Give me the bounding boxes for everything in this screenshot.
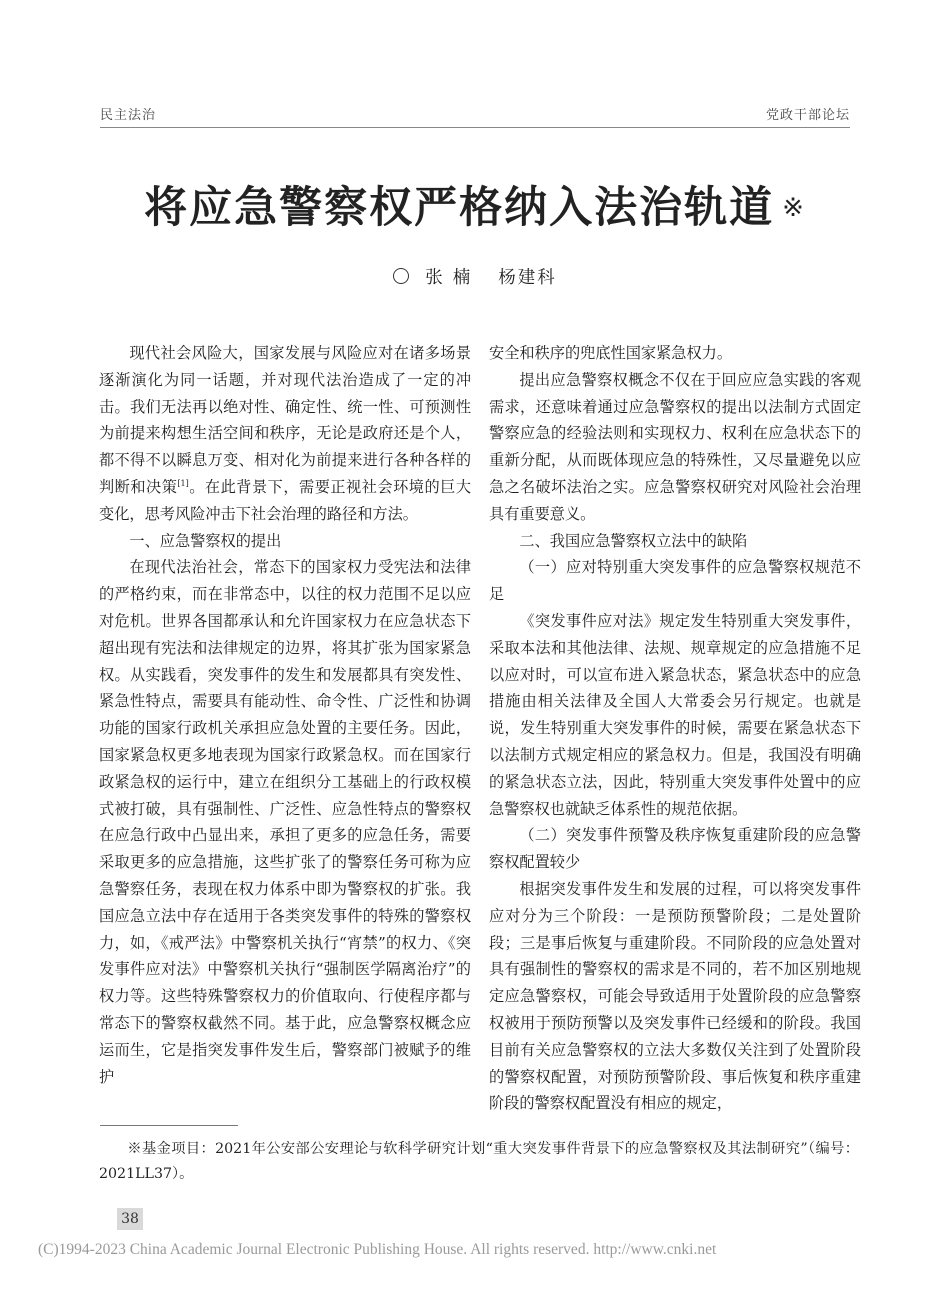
running-head-section: 民主法治 [100, 108, 157, 123]
header-rule [100, 127, 850, 128]
body-paragraph: 安全和秩序的兜底性国家紧急权力。 [489, 344, 732, 362]
body-paragraph [99, 340, 471, 528]
copyright-line: (C)1994-2023 China Academic Journal Electronic Publishing House. All rights reserved. http://www.cnki.net [38, 1241, 717, 1258]
subsection-heading: （一）应对特别重大突发事件的应急警察权规范不足 [489, 558, 861, 604]
author-name: 张楠 [425, 268, 481, 288]
title-footnote-mark: ※ [782, 193, 806, 223]
body-column-left [99, 340, 471, 1090]
page-number: 38 [117, 1208, 143, 1230]
article-title [0, 178, 950, 238]
paragraph-text: 现代社会风险大，国家发展与风险应对在诸多场景逐渐演化为同一话题，并对现代法治造成了一定的冲击。我们无法再以绝对性、确定性、统一性、可预测性为前提来构想生活空间和秩序，无论是政府还是个人，都不得不以瞬息万变、相对化为前提来进行各种各样的判断和决策 [99, 344, 471, 496]
citation-mark: [1] [177, 478, 189, 488]
section-heading: 一、应急警察权的提出 [129, 531, 282, 550]
author-circle-icon [393, 268, 409, 284]
section-heading: 二、我国应急警察权立法中的缺陷 [519, 531, 748, 550]
subsection-heading: （二）突发事件预警及秩序恢复重建阶段的应急警察权配置较少 [489, 826, 861, 872]
body-paragraph: 根据突发事件发生和发展的过程，可以将突发事件应对分为三个阶段：一是预防预警阶段；二是处置阶段；三是事后恢复与重建阶段。不同阶段的应急处置对具有强制性的警察权的需求是不同的，若不加区别地规定应急警察权，可能会导致适用于处置阶段的应急警察权被用于预防预警以及突发事件已经缓和的阶段。我国目前有关应急警察权的立法大多数仅关注到了处置阶段的警察权配置，对预防预警阶段、事后恢复和秩序重建阶段的警察权配置没有相应的规定， [489, 879, 861, 1113]
footnote: ※基金项目：2021年公安部公安理论与软科学研究计划“重大突发事件背景下的应急警察权及其法制研究”（编号：2021LL37）。 [99, 1141, 859, 1182]
author-line [0, 264, 950, 292]
footnote-rule [100, 1125, 238, 1126]
body-paragraph: 提出应急警察权概念不仅在于回应应急实践的客观需求，还意味着通过应急警察权的提出以法制方式固定警察应急的经验法则和实现权力、权利在应急状态下的重新分配，从而既体现应急的特殊性，又尽量避免以应急之名破坏法治之实。应急警察权研究对风险社会治理具有重要意义。 [489, 370, 861, 523]
article-title-text: 将应急警察权严格纳入法治轨道 [144, 183, 775, 233]
running-head-journal: 党政干部论坛 [765, 108, 850, 123]
body-paragraph: 在现代法治社会，常态下的国家权力受宪法和法律的严格约束，而在非常态中，以往的权力范围不足以应对危机。世界各国都承认和允许国家权力在应急状态下超出现有宪法和法律规定的边界，将其扩张为国家紧急权。从实践看，突发事件的发生和发展都具有突发性、紧急性特点，需要具有能动性、命令性、广泛性和协调功能的国家行政机关承担应急处置的主要任务。因此，国家紧急权更多地表现为国家行政紧急权。而在国家行政紧急权的运行中，建立在组织分工基础上的行政权模式被打破，具有强制性、广泛性、应急性特点的警察权在应急行政中凸显出来，承担了更多的应急任务，需要采取更多的应急措施，这些扩张了的警察任务可称为应急警察任务，表现在权力体系中即为警察权的扩张。我国应急立法中存在适用于各类突发事件的特殊的警察权力，如，《戒严法》中警察机关执行“宵禁”的权力、《突发事件应对法》中警察机关执行“强制医学隔离治疗”的权力等。这些特殊警察权力的价值取向、行使程序都与常态下的警察权截然不同。基于此，应急警察权概念应运而生，它是指突发事件发生后，警察部门被赋予的维护 [99, 558, 471, 1086]
body-column-right [489, 340, 861, 1117]
body-paragraph: 《突发事件应对法》规定发生特别重大突发事件，采取本法和其他法律、法规、规章规定的应急措施不足以应对时，可以宣布进入紧急状态，紧急状态中的应急措施由相关法律及全国人大常委会另行规定。也就是说，发生特别重大突发事件的时候，需要在紧急状态下以法制方式规定相应的紧急权力。但是，我国没有明确的紧急状态立法，因此，特别重大突发事件处置中的应急警察权也就缺乏体系性的规范依据。 [489, 611, 861, 818]
author-name: 杨建科 [498, 268, 557, 288]
paragraph-text: 。在此背景下，需要正视社会环境的巨大变化，思考风险冲击下社会治理的路径和方法。 [99, 477, 472, 523]
